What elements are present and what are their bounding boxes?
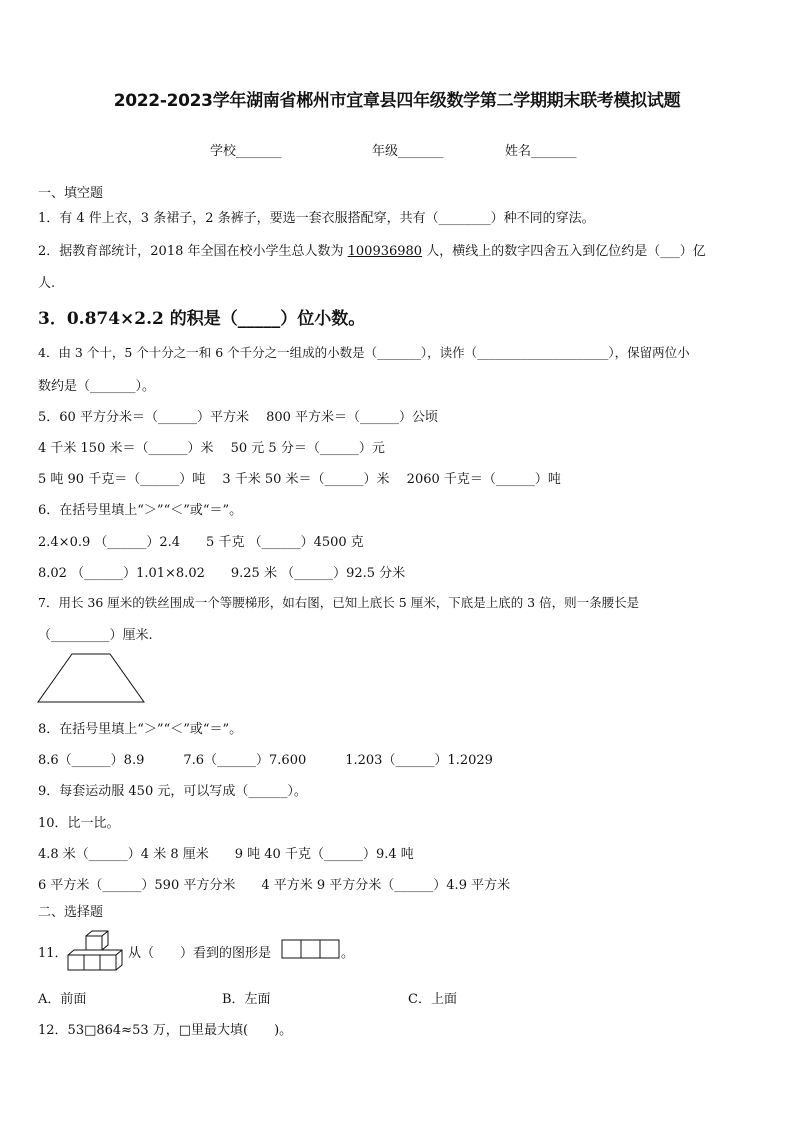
question-11-number: 11．: [38, 946, 68, 961]
question-7-line-1: 7．用长 36 厘米的铁丝围成一个等腰梯形，如右图，已知上底长 5 厘米，下底是上底的 3 倍，则一条腰长是: [38, 595, 640, 610]
question-10-row-1: 4.8 米（______）4 米 8 厘米 9 吨 40 千克（______）9.4 吨: [38, 847, 414, 862]
question-9: 9．每套运动服 450 元，可以写成（______）。: [38, 784, 307, 799]
question-2-pre: 2．据教育部统计，2018 年全国在校小学生总人数为: [38, 244, 348, 259]
question-5-row-1: 5．60 平方分米＝（______）平方米 800 平方米＝（______）公顷: [38, 410, 439, 425]
question-10-stem: 10．比一比。: [38, 816, 120, 831]
question-8-row: 8.6（______）8.9 7.6（______）7.600 1.203（______）1.2029: [38, 753, 493, 768]
question-2: [38, 240, 706, 259]
question-11-text: 从（ ）看到的图形是: [128, 946, 272, 961]
question-6-row-2: 8.02 （______）1.01×8.02 9.25 米 （______）92.5 分米: [38, 566, 406, 581]
name-field: 姓名_______: [505, 144, 577, 159]
question-6-stem: 6．在括号里填上“＞”“＜”或“＝”。: [38, 503, 243, 518]
view-shape-figure: [281, 939, 341, 959]
question-2-continued: 人.: [38, 276, 56, 291]
school-field: 学校_______: [210, 144, 282, 159]
question-5-row-3: 5 吨 90 千克＝（______）吨 3 千米 50 米＝（______）米 2060 千克＝（______）吨: [38, 472, 561, 487]
question-4-line-2: 数约是（_______）。: [38, 379, 156, 394]
section-heading-choice: 二、选择题: [38, 905, 104, 920]
trapezoid-figure: [36, 652, 148, 704]
option-c[interactable]: C．上面: [408, 992, 457, 1007]
question-2-post: 人，横线上的数字四舍五入到亿位约是（___）亿: [422, 244, 706, 259]
question-4-line-1: 4．由 3 个十，5 个十分之一和 6 个千分之一组成的小数是（_______），读作（_____________________），保留两位小: [38, 345, 690, 360]
question-3: 3．0.874×2.2 的积是（_____）位小数。: [38, 309, 366, 329]
question-8-stem: 8．在括号里填上“＞”“＜”或“＝”。: [38, 722, 243, 737]
option-b[interactable]: B．左面: [222, 992, 271, 1007]
question-10-row-2: 6 平方米（______）590 平方分米 4 平方米 9 平方分米（______）4.9 平方米: [38, 878, 511, 893]
question-1: 1．有 4 件上衣，3 条裙子，2 条裤子，要选一套衣服搭配穿，共有（________）种不同的穿法。: [38, 211, 595, 226]
question-6-row-1: 2.4×0.9 （______）2.4 5 千克 （______）4500 克: [38, 535, 364, 550]
page-title: 2022-2023学年湖南省郴州市宜章县四年级数学第二学期期末联考模拟试题: [113, 91, 681, 111]
question-2-number: 100936980: [347, 244, 423, 259]
question-12: 12．53□864≈53 万，□里最大填( )。: [38, 1023, 293, 1038]
question-11-end: 。: [341, 946, 355, 961]
option-a[interactable]: A．前面: [38, 992, 87, 1007]
section-heading-fill-in: 一、填空题: [38, 186, 104, 201]
question-5-row-2: 4 千米 150 米＝（______）米 50 元 5 分＝（______）元: [38, 441, 385, 456]
cube-stack-figure: [66, 929, 128, 973]
grade-field: 年级_______: [372, 144, 444, 159]
question-7-line-2: （_________）厘米.: [38, 628, 153, 643]
